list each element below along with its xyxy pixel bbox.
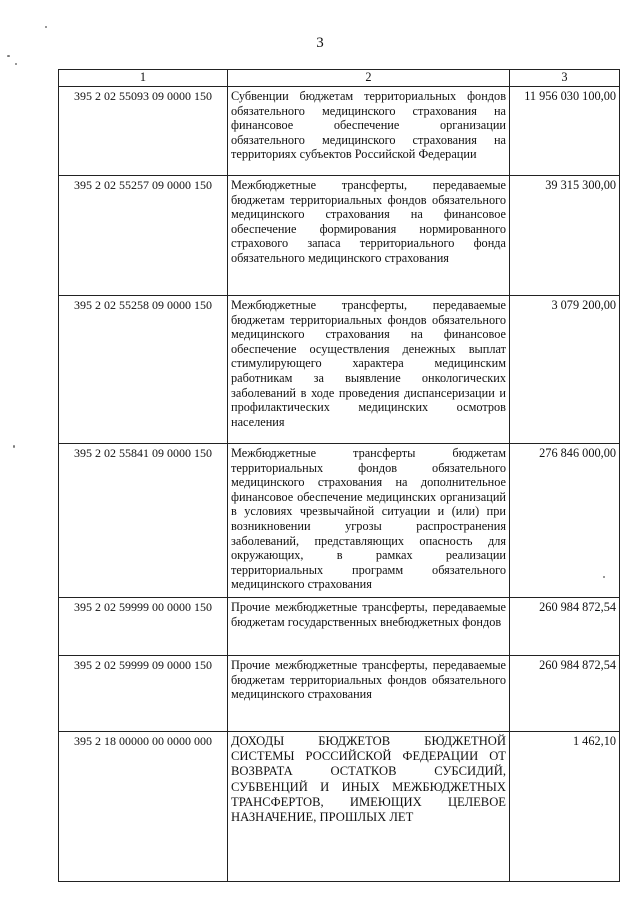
column-header-3: 3 [510, 70, 620, 87]
table-row [59, 87, 620, 176]
table-row [59, 656, 620, 732]
budget-code: 395 2 02 55093 09 0000 150 [59, 87, 228, 176]
budget-code: 395 2 18 00000 00 0000 000 [59, 732, 228, 882]
revenue-table [58, 69, 620, 882]
revenue-name: Прочие межбюджетные трансферты, передаваемые бюджетам государственных внебюджетных фондов [228, 598, 510, 656]
revenue-amount: 260 984 872,54 [510, 598, 620, 656]
page-number: 3 [316, 35, 324, 51]
scan-speck [603, 576, 605, 578]
scan-speck [45, 26, 47, 28]
revenue-name: Межбюджетные трансферты, передаваемые бюджетам территориальных фондов обязательного медицинского страхования на финансовое обеспечение формирования нормированного страхового запаса территориального фонда обязательного медицинского страхования [228, 176, 510, 296]
revenue-name: Межбюджетные трансферты, передаваемые бюджетам территориальных фондов обязательного медицинского страхования на финансовое обеспечение осуществления денежных выплат стимулирующего характера медицинским работникам за выявление онкологических заболеваний в ходе проведения диспансеризации и профилактических медицинских осмотров населения [228, 296, 510, 444]
revenue-name: Субвенции бюджетам территориальных фондов обязательного медицинского страхования на финансовое обеспечение организации обязательного медицинского страхования на территориях субъектов Российской Федерации [228, 87, 510, 176]
scan-speck [7, 55, 10, 57]
budget-code: 395 2 02 55257 09 0000 150 [59, 176, 228, 296]
budget-code: 395 2 02 55841 09 0000 150 [59, 444, 228, 598]
revenue-amount: 1 462,10 [510, 732, 620, 882]
revenue-name: ДОХОДЫ БЮДЖЕТОВ БЮДЖЕТНОЙ СИСТЕМЫ РОССИЙСКОЙ ФЕДЕРАЦИИ ОТ ВОЗВРАТА ОСТАТКОВ СУБСИДИЙ, СУБВЕНЦИЙ И ИНЫХ МЕЖБЮДЖЕТНЫХ ТРАНСФЕРТОВ, ИМЕЮЩИХ ЦЕЛЕВОЕ НАЗНАЧЕНИЕ, ПРОШЛЫХ ЛЕТ [228, 732, 510, 882]
column-header-1: 1 [59, 70, 228, 87]
table-row [59, 598, 620, 656]
column-header-2: 2 [228, 70, 510, 87]
table-row [59, 176, 620, 296]
scan-speck [13, 445, 15, 448]
table-row [59, 444, 620, 598]
revenue-name: Межбюджетные трансферты бюджетам территориальных фондов обязательного медицинского страхования на дополнительное финансовое обеспечение медицинских организаций в условиях чрезвычайной ситуации и (или) при возникновении угрозы распространения заболеваний, представляющих опасность для окружающих, в рамках реализации территориальных программ обязательного медицинского страхования [228, 444, 510, 598]
revenue-name: Прочие межбюджетные трансферты, передаваемые бюджетам территориальных фондов обязательного медицинского страхования [228, 656, 510, 732]
revenue-amount: 39 315 300,00 [510, 176, 620, 296]
revenue-amount: 3 079 200,00 [510, 296, 620, 444]
table-row [59, 296, 620, 444]
revenue-amount: 260 984 872,54 [510, 656, 620, 732]
scan-speck [15, 63, 17, 65]
table-header-row [59, 70, 620, 87]
budget-code: 395 2 02 55258 09 0000 150 [59, 296, 228, 444]
table-row [59, 732, 620, 882]
revenue-amount: 11 956 030 100,00 [510, 87, 620, 176]
revenue-amount: 276 846 000,00 [510, 444, 620, 598]
budget-code: 395 2 02 59999 09 0000 150 [59, 656, 228, 732]
budget-code: 395 2 02 59999 00 0000 150 [59, 598, 228, 656]
